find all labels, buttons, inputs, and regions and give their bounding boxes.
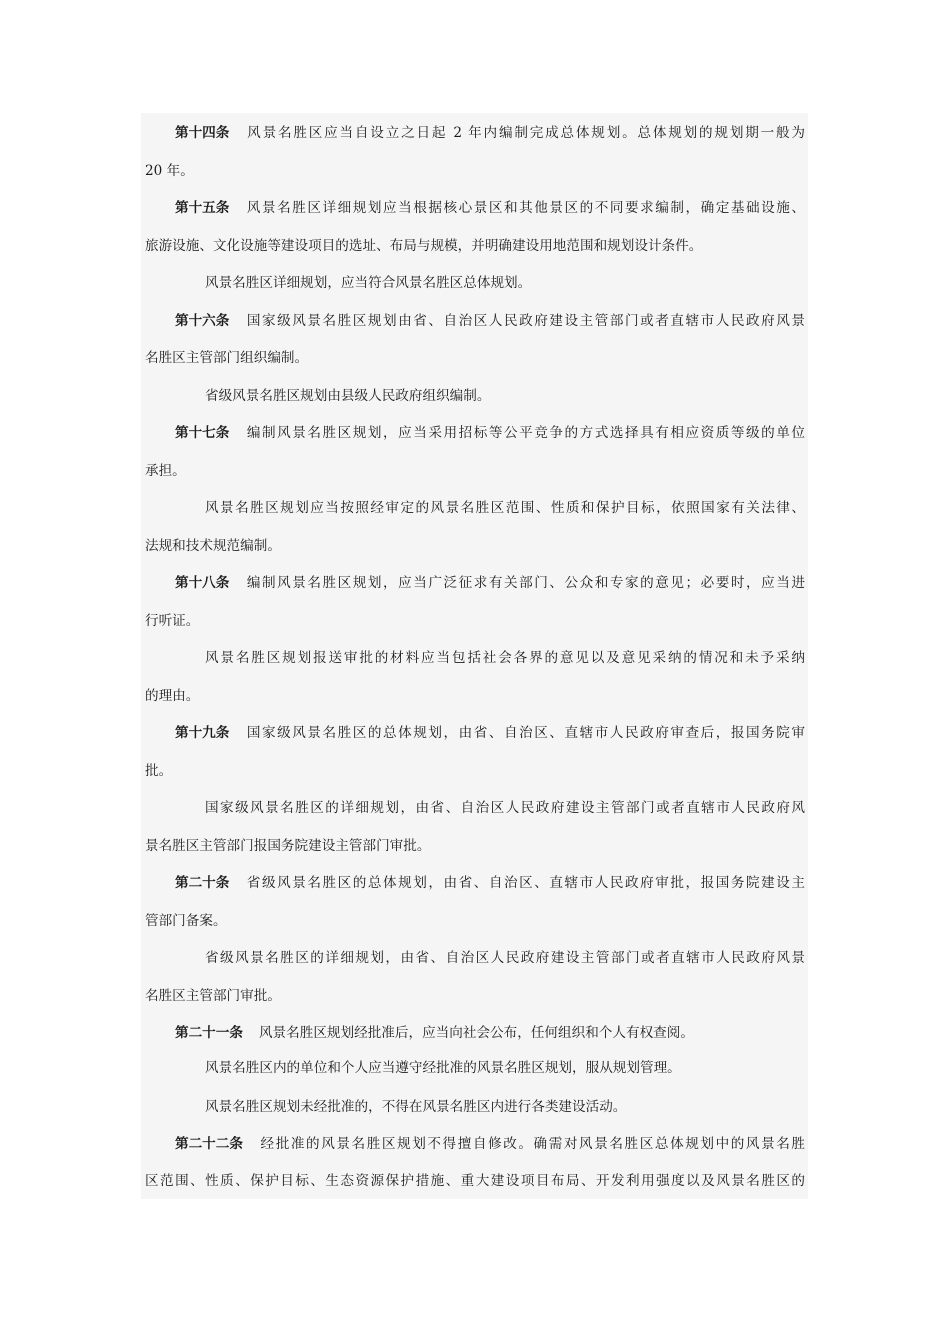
article-text: 省级风景名胜区的总体规划，由省、自治区、直辖市人民政府审批，报国务院建设主 [245, 875, 805, 891]
article-19-line-1 [145, 723, 805, 743]
article-text: 风景名胜区详细规划应当根据核心景区和其他景区的不同要求编制，确定基础设施、 [245, 200, 805, 216]
article-18-paragraph-2-line-1: 风景名胜区规划报送审批的材料应当包括社会各界的意见以及意见采纳的情况和未予采纳 [205, 650, 805, 666]
article-14-line-2: 20 年。 [145, 163, 194, 179]
article-text: 经批准的风景名胜区规划不得擅自修改。确需对风景名胜区总体规划中的风景名胜 [258, 1136, 805, 1152]
article-label: 第十五条 [175, 200, 230, 216]
article-21-paragraph-2: 风景名胜区内的单位和个人应当遵守经批准的风景名胜区规划，服从规划管理。 [205, 1060, 681, 1076]
article-text: 国家级风景名胜区规划由省、自治区人民政府建设主管部门或者直辖市人民政府风景 [245, 313, 805, 329]
article-label: 第二十二条 [175, 1136, 243, 1152]
article-18-line-2: 行听证。 [145, 613, 200, 629]
article-text: 编制风景名胜区规划，应当采用招标等公平竞争的方式选择具有相应资质等级的单位 [245, 425, 805, 441]
article-text: 风景名胜区应当自设立之日起 2 年内编制完成总体规划。总体规划的规划期一般为 [245, 125, 805, 141]
article-22-line-2: 区范围、性质、保护目标、生态资源保护措施、重大建设项目布局、开发利用强度以及风景名胜区的 [145, 1173, 805, 1189]
article-label: 第二十条 [175, 875, 230, 891]
article-18-line-1 [145, 573, 805, 593]
article-20-paragraph-2-line-2: 名胜区主管部门审批。 [145, 988, 281, 1004]
article-16-line-1 [145, 311, 805, 331]
article-label: 第十九条 [175, 725, 230, 741]
article-14-line-1 [145, 123, 805, 143]
article-16-line-2: 名胜区主管部门组织编制。 [145, 350, 309, 366]
article-label: 第十七条 [175, 425, 230, 441]
article-17-line-2: 承担。 [145, 463, 186, 479]
article-20-line-2: 管部门备案。 [145, 913, 227, 929]
article-label: 第十四条 [175, 125, 230, 141]
article-19-line-2: 批。 [145, 763, 173, 779]
article-17-paragraph-2-line-2: 法规和技术规范编制。 [145, 538, 281, 554]
article-text: 风景名胜区规划经批准后，应当向社会公布，任何组织和个人有权查阅。 [258, 1025, 694, 1041]
article-19-paragraph-2-line-2: 景名胜区主管部门报国务院建设主管部门审批。 [145, 838, 431, 854]
article-20-paragraph-2-line-1: 省级风景名胜区的详细规划，由省、自治区人民政府建设主管部门或者直辖市人民政府风景 [205, 950, 805, 966]
article-label: 第十六条 [175, 313, 230, 329]
article-17-line-1 [145, 423, 805, 443]
article-18-paragraph-2-line-2: 的理由。 [145, 688, 200, 704]
article-16-paragraph-2: 省级风景名胜区规划由县级人民政府组织编制。 [205, 388, 491, 404]
article-text: 编制风景名胜区规划，应当广泛征求有关部门、公众和专家的意见；必要时，应当进 [245, 575, 805, 591]
article-15-paragraph-2: 风景名胜区详细规划，应当符合风景名胜区总体规划。 [205, 275, 532, 291]
article-label: 第十八条 [175, 575, 230, 591]
article-20-line-1 [145, 873, 805, 893]
article-22-line-1 [145, 1134, 805, 1154]
article-21-paragraph-3: 风景名胜区规划未经批准的，不得在风景名胜区内进行各类建设活动。 [205, 1099, 627, 1115]
article-21-line-1 [145, 1023, 805, 1043]
article-label: 第二十一条 [175, 1025, 243, 1041]
article-15-line-2: 旅游设施、文化设施等建设项目的选址、布局与规模，并明确建设用地范围和规划设计条件。 [145, 238, 703, 254]
article-text: 国家级风景名胜区的总体规划，由省、自治区、直辖市人民政府审查后，报国务院审 [245, 725, 805, 741]
article-15-line-1 [145, 198, 805, 218]
article-17-paragraph-2-line-1: 风景名胜区规划应当按照经审定的风景名胜区范围、性质和保护目标，依照国家有关法律、 [205, 500, 805, 516]
article-19-paragraph-2-line-1: 国家级风景名胜区的详细规划，由省、自治区人民政府建设主管部门或者直辖市人民政府风 [205, 800, 805, 816]
